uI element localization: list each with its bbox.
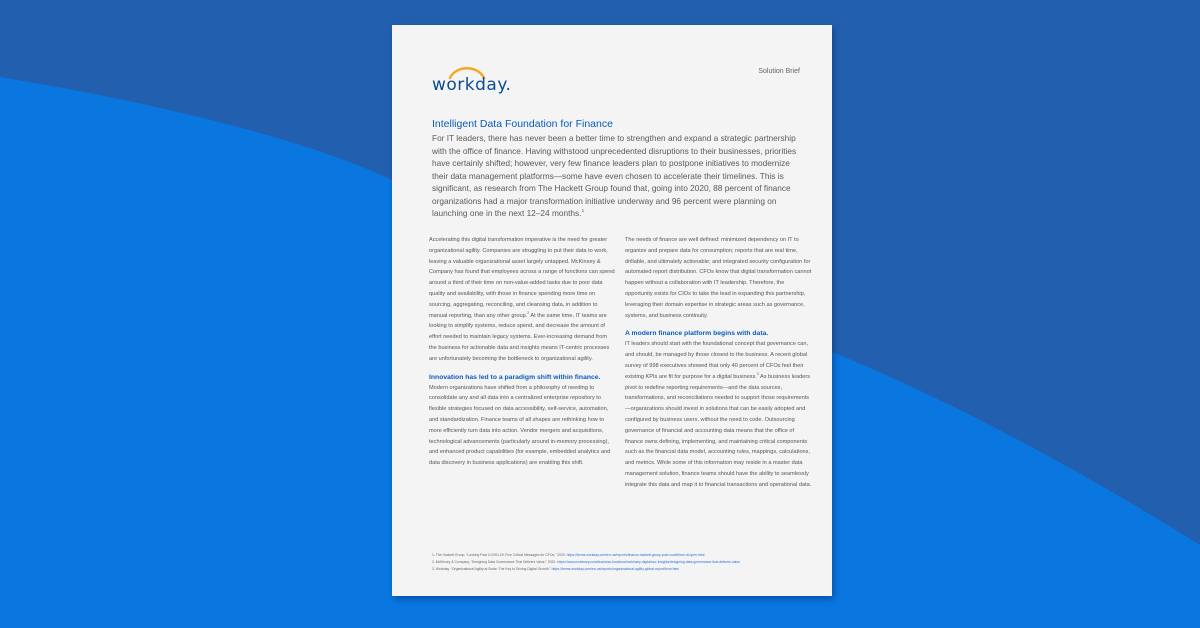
footnote-ref[interactable]: 3 [756,371,759,376]
intro-paragraph [432,132,800,220]
left-column [429,235,616,475]
paragraph-text: Accelerating this digital transformation imperative is the need for greater organizational agility. Companies are struggling to put their data to work, leaving a valuable organizational asset largely untapped. McKinsey & Company has found that employees across a range of functions can spend around a third of their time on non-value-added tasks due to poor data quality and availability, with those in finance spending more time on sourcing, aggregating, reconciling, and cleansing data, in addition to manual reporting, than any other group. [429,237,615,319]
section-heading-innovation: Innovation has led to a paradigm shift within finance. [429,373,601,381]
section-heading-platform: A modern finance platform begins with data. [625,330,769,338]
footnote-ref[interactable]: 1 [581,208,585,215]
left-paragraph-2: Modern organizations have shifted from a philosophy of needing to consolidate any and all data into a centralized enterprise repository to flexible strategies focused on data accessibility, self-service, automation, and standardization. Finance teams of all shapes are rethinking how to more efficiently turn data into action. Vendor mergers and acquisitions, technological advancements (particularly around in-memory processing), and enhanced product capabilities (for example, embedded analytics and data discovery in business applications) are enabling this shift. [429,384,611,467]
right-paragraph-1: The needs of finance are well defined: minimized dependency on IT to organize and prepare data for consumption; reports that are real time, drillable, and ultimately actionable; and integrated security configuration for automated report distribution. CFOs know that digital transformation cannot happen without a collaboration with IT leadership. Therefore, the opportunity exists for CIOs to take the lead in expanding this partnership, leveraging their domain expertise in strategic areas such as governance, systems, and business continuity. [625,237,812,319]
footnote-link[interactable]: https://forms.workday.com/en-us/reports/finance-hackett-group-post-covid/form.dl.open.html [566,553,705,557]
workday-logo [432,61,512,95]
intro-text: For IT leaders, there has never been a better time to strengthen and expand a strategic partnership with the office of finance. Having withstood unprecedented disruptions to their businesses, priorities have certainly shifted; however, very few finance leaders plan to postpone initiatives to modernize their data management platforms—some have even chosen to accelerate their timelines. This is significant, as research from The Hackett Group found that, going into 2020, 88 percent of finance organizations had a major transformation initiative underway and 96 percent were planning on launching one in the next 12–24 months. [432,133,797,218]
footnote-text: 3. Workday, “Organizational Agility at Scale: The Key to Driving Digital Growth.” [432,567,552,571]
footnotes [432,552,827,573]
right-column [625,235,812,497]
footnote-text: 2. McKinsey & Company, “Designing Data Governance That Delivers Value,” 2020. [432,560,558,564]
paragraph-text: At the same time, IT teams are looking to simplify systems, reduce spend, and decrease the amount of effort needed to maintain legacy systems. Ever-increasing demand from the business for actionable data and insights means IT-centric processes are unfortunately becoming the bottleneck to organizational agility. [429,312,610,362]
footnote-ref[interactable]: 2 [527,310,530,315]
right-paragraph-2 [625,339,812,490]
paragraph-text: As business leaders pivot to redefine reporting requirements—and the data sources, transformations, and reconciliations needed to support those requirements—organizations should invest in solutions that can be easily adopted and configured by business users, without the need to code. Outsourcing governance of financial and accounting data means that the office of finance owns defining, implementing, and maintaining critical components such as the financial data model, accounting rules, mappings, calculations, and metrics. While some of this information may reside in a master data management solution, finance teams should have the ability to seamlessly integrate this data and map it to financial transactions and operational data. [625,373,812,488]
footnote-3 [432,566,827,573]
footnote-1 [432,552,827,559]
doc-type-label: Solution Brief [758,68,800,75]
document-page [392,25,832,596]
document-title: Intelligent Data Foundation for Finance [432,118,613,130]
footnote-link[interactable]: https://www.mckinsey.com/business-functions/mckinsey-digital/our-insights/designing-data-governance-that-delivers-value [557,560,741,564]
left-paragraph-1 [429,235,616,365]
footnote-text: 1. The Hackett Group, “Looking Past COVID-19: Five Critical Messages for CFOs,” 2020. [432,553,567,557]
footnote-2 [432,559,827,566]
footnote-link[interactable]: https://forms.workday.com/en-us/reports/organizational-agility-global-report/form.html [551,567,679,571]
paragraph-text: IT leaders should start with the foundational concept that governance can, and should, be managed by those closest to the business. A recent global survey of 998 executives showed that only 40 percent of CFOs feel their existing KPIs are fit for purpose for a digital business. [625,341,809,380]
logo-text: workday. [432,75,512,95]
